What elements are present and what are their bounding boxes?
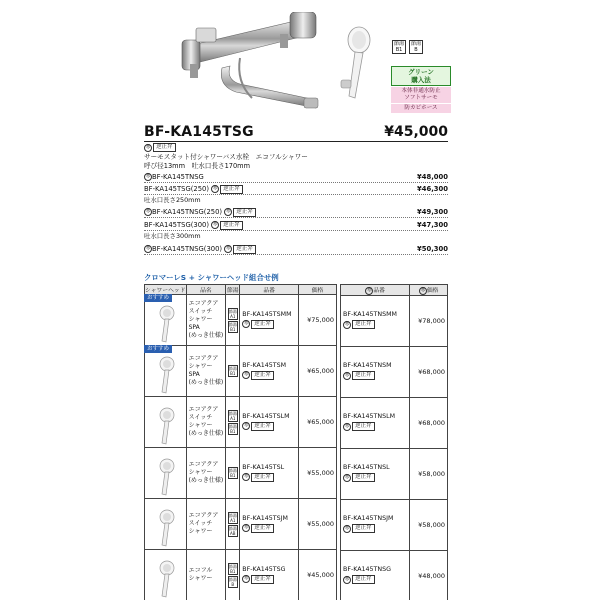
mark-grade: B (414, 47, 418, 53)
feature-tag-line2: ソフトサーモ (404, 95, 438, 101)
cold-region-badge: 寒 (367, 287, 372, 293)
col-code-label: 品番 (373, 288, 385, 294)
check-valve-tag: 逆止弁 (233, 208, 256, 217)
check-valve-tag: 逆止弁 (352, 575, 375, 584)
item-code-cell (240, 346, 299, 397)
mark-grade: B (231, 581, 235, 587)
variant-row (144, 184, 448, 195)
check-valve-tag: 逆止弁 (251, 575, 274, 584)
recommend-badge: おすすめ (144, 345, 172, 353)
water-saving-mark (228, 308, 238, 320)
col-code: 品番 (240, 285, 299, 295)
shower-head-icon (155, 305, 179, 343)
check-valve-tag: 逆止弁 (352, 473, 375, 482)
variant-row (144, 220, 448, 231)
water-saving-mark (228, 410, 238, 422)
cold-region-badge: 寒 (226, 209, 231, 214)
item-code: BF-KA145TSLM (242, 412, 290, 420)
shower-image-cell (145, 499, 187, 550)
check-valve-tag: 逆止弁 (251, 473, 274, 482)
col-price: 価格 (299, 285, 337, 295)
mark-grade: B1 (230, 473, 236, 478)
cold-region-badge: 寒 (212, 222, 218, 227)
item-price: ¥75,000 (299, 295, 337, 346)
cold-region-badge: 寒 (244, 372, 249, 378)
title-divider (144, 141, 448, 142)
water-saving-mark (228, 321, 238, 333)
item-code: BF-KA145TNSM (343, 362, 392, 370)
cold-region-badge: 寒 (212, 186, 218, 191)
mark-label: 節湯 (228, 423, 237, 429)
item-name-line: シャワー (188, 316, 213, 323)
item-price: ¥55,000 (299, 499, 337, 550)
item-name-line: エコアクア (188, 300, 219, 307)
check-valve-tag: 逆止弁 (251, 320, 274, 329)
shower-head-image (333, 26, 383, 111)
item-code: BF-KA145TNSMM (343, 311, 397, 319)
water-saving-mark (228, 576, 238, 588)
mark-label: 節湯 (228, 321, 237, 327)
cold-region-badge: 寒 (226, 246, 231, 251)
check-valve-tag: 逆止弁 (233, 245, 256, 254)
item-name-line: シャワー (188, 528, 213, 535)
item-marks (226, 397, 240, 448)
item-code-cell (240, 550, 299, 600)
water-saving-mark-b1 (392, 40, 406, 54)
item-marks (226, 499, 240, 550)
item-marks (226, 550, 240, 600)
item-code-cell (341, 346, 410, 397)
item-name (186, 550, 226, 600)
mark-label: 節湯 (228, 512, 237, 518)
item-name-line: (めっき仕様) (188, 332, 224, 339)
cold-region-badge: 寒 (344, 474, 350, 480)
combo-row (341, 346, 448, 397)
variant-price: ¥50,300 (417, 245, 448, 253)
mark-label: 節湯 (228, 468, 237, 473)
item-name-line: シャワー (188, 575, 213, 582)
shower-image-cell (145, 346, 187, 397)
check-valve-tag: 逆止弁 (251, 422, 274, 431)
item-code: BF-KA145TNSL (343, 464, 390, 472)
item-price: ¥58,000 (410, 499, 448, 550)
water-saving-mark (228, 525, 238, 537)
item-name-line: エコフル (188, 567, 213, 574)
shower-head-icon (155, 407, 179, 445)
mark-label: 節湯 (228, 366, 237, 371)
cold-region-badge: 寒 (344, 372, 350, 378)
cold-region-badge: 寒 (145, 144, 151, 150)
item-code-cell (341, 295, 410, 346)
mark-label: 節湯 (228, 410, 237, 416)
combo-row (145, 448, 337, 499)
item-code-cell (341, 499, 410, 550)
mark-grade: AB (230, 530, 236, 536)
combo-row (341, 499, 448, 550)
check-valve-tag: 逆止弁 (352, 524, 375, 533)
variant-row (144, 244, 448, 255)
col-code (341, 285, 410, 296)
shower-head-icon (155, 458, 179, 496)
variant-row (144, 172, 448, 183)
combo-row (145, 346, 337, 397)
check-valve-tag: 逆止弁 (220, 221, 243, 230)
check-valve-tag: 逆止弁 (352, 371, 375, 380)
faucet-image (140, 12, 330, 122)
water-saving-mark (228, 365, 238, 377)
item-price: ¥65,000 (299, 346, 337, 397)
item-name-line: (めっき仕様) (188, 379, 224, 386)
item-code-cell (341, 550, 410, 600)
item-marks (226, 346, 240, 397)
cold-region-badge: 寒 (344, 525, 350, 531)
mark-label: 節湯 (228, 525, 237, 531)
mark-grade: A1 (230, 415, 236, 421)
item-name-line: シャワー (188, 469, 213, 476)
item-name-line: (めっき仕様) (188, 477, 224, 484)
product-description: サーモスタット付シャワーバス水栓 エコフルシャワー (144, 153, 308, 161)
variant-price: ¥47,300 (417, 221, 448, 229)
cold-region-badge: 寒 (244, 423, 249, 429)
item-name (186, 448, 226, 499)
combo-row (341, 295, 448, 346)
water-saving-mark (228, 563, 238, 575)
feature-tag-soft-thermo (391, 87, 451, 103)
item-code-cell (341, 397, 410, 448)
item-code: BF-KA145TNSG (343, 566, 391, 574)
cold-region-badge: 寒 (145, 246, 151, 251)
check-valve-tag: 逆止弁 (153, 143, 176, 152)
combo-row (341, 550, 448, 600)
combo-row (341, 448, 448, 499)
check-valve-tag: 逆止弁 (251, 524, 274, 533)
shower-head-icon (155, 560, 179, 598)
product-price: ¥45,000 (384, 124, 448, 140)
cold-region-badge: 寒 (244, 474, 249, 480)
item-name-line: エコアクア (188, 461, 219, 468)
water-saving-mark (228, 512, 238, 524)
item-code: BF-KA145TSJM (242, 514, 288, 522)
green-tag-line2: 購入法 (411, 76, 431, 84)
item-name (186, 346, 226, 397)
item-code-cell (240, 397, 299, 448)
item-price: ¥68,000 (410, 397, 448, 448)
mark-label: 節湯 (228, 308, 237, 314)
product-title: BF-KA145TSG (144, 124, 254, 140)
combo-table-cold-region (340, 284, 448, 600)
recommend-badge: おすすめ (144, 294, 172, 302)
item-code-cell (240, 499, 299, 550)
variant-code: BF-KA145TNSG(300) (152, 245, 223, 253)
shower-image-cell (145, 295, 187, 346)
mark-label: 節湯 (393, 41, 404, 47)
item-code: BF-KA145TSM (242, 361, 287, 369)
variant-price: ¥46,300 (417, 185, 448, 193)
item-name-line: スイッチ (188, 414, 213, 421)
mark-grade: B1 (230, 428, 236, 434)
item-code: BF-KA145TSMM (242, 310, 292, 318)
mark-grade: B1 (230, 371, 236, 376)
check-valve-tag: 逆止弁 (352, 422, 375, 431)
item-code: BF-KA145TNSLM (343, 413, 396, 421)
item-name (186, 499, 226, 550)
item-marks (226, 448, 240, 499)
cold-region-badge: 寒 (420, 287, 426, 293)
item-name (186, 295, 226, 346)
water-saving-mark (228, 467, 238, 479)
combo-row (145, 295, 337, 346)
item-name-line: エコアクア (188, 406, 219, 413)
variant-spec: 吐水口長さ300mm (144, 232, 201, 240)
green-tag-line1: グリーン (408, 68, 434, 76)
check-valve-tag: 逆止弁 (352, 320, 375, 329)
item-code-cell (240, 295, 299, 346)
combo-row (145, 499, 337, 550)
item-price: ¥78,000 (410, 295, 448, 346)
item-name (186, 397, 226, 448)
cold-region-badge: 寒 (145, 174, 151, 179)
shower-image-cell (145, 448, 187, 499)
item-name-line: シャワー (188, 422, 213, 429)
item-code: BF-KA145TSL (242, 463, 285, 471)
col-name: 品名 (186, 285, 226, 295)
item-name-line: エコアクア (188, 512, 219, 519)
check-valve-tag: 逆止弁 (220, 185, 243, 194)
item-marks (226, 295, 240, 346)
shower-head-icon (155, 356, 179, 394)
item-price: ¥45,000 (299, 550, 337, 600)
col-price (410, 285, 448, 296)
item-name-line: (めっき仕様) (188, 430, 224, 437)
item-code: BF-KA145TSG (242, 565, 286, 573)
item-name-line: SPA (188, 324, 200, 331)
cold-region-badge: 寒 (244, 525, 249, 531)
variant-price: ¥49,300 (417, 208, 448, 216)
variant-spec: 吐水口長さ250mm (144, 196, 201, 204)
product-spec: 呼び径13mm 吐水口長さ170mm (144, 162, 251, 170)
water-saving-mark-b (409, 40, 423, 54)
item-price: ¥48,000 (410, 550, 448, 600)
cold-region-badge: 寒 (344, 321, 350, 327)
variant-code: BF-KA145TSG(250) (144, 185, 209, 193)
combo-section-heading: クロマーレS + シャワーヘッド組合せ例 (144, 273, 279, 282)
item-code: BF-KA145TNSJM (343, 515, 394, 523)
item-name-line: スイッチ (188, 520, 213, 527)
item-code-cell (240, 448, 299, 499)
cold-region-badge: 寒 (244, 576, 249, 582)
mark-grade: A1 (230, 517, 236, 523)
variant-code: BF-KA145TSG(300) (144, 221, 209, 229)
combo-row (145, 550, 337, 600)
cold-region-badge: 寒 (344, 423, 350, 429)
shower-image-cell (145, 397, 187, 448)
item-code-cell (341, 448, 410, 499)
cold-region-badge: 寒 (344, 576, 350, 582)
item-name-line: エコアクア (188, 355, 219, 362)
variant-price: ¥48,000 (417, 173, 448, 181)
variant-code: BF-KA145TNSG (152, 173, 204, 181)
item-name-line: スイッチ (188, 308, 213, 315)
mark-grade: B1 (395, 47, 403, 53)
item-price: ¥68,000 (410, 346, 448, 397)
mark-label: 節湯 (228, 576, 237, 582)
item-price: ¥65,000 (299, 397, 337, 448)
variant-code: BF-KA145TNSG(250) (152, 208, 223, 216)
mark-grade: B1 (230, 326, 236, 332)
cold-region-badge: 寒 (244, 321, 249, 327)
combo-row (145, 397, 337, 448)
mark-grade: B1 (230, 568, 236, 574)
item-price: ¥58,000 (410, 448, 448, 499)
col-mark: 節湯 (226, 285, 240, 295)
shower-head-icon (155, 509, 179, 547)
item-name-line: シャワー (188, 363, 213, 370)
combo-table-standard (144, 284, 337, 600)
item-name-line: SPA (188, 371, 200, 378)
variant-row (144, 207, 448, 218)
mark-label: 節湯 (410, 41, 421, 47)
feature-tags (391, 66, 451, 114)
col-shower-head: シャワーヘッド (145, 285, 187, 295)
product-badges (144, 143, 176, 153)
feature-tag-mold-hose: 防カビホース (391, 104, 451, 113)
shower-image-cell (145, 550, 187, 600)
mark-label: 節湯 (228, 563, 237, 569)
col-price-label: 価格 (426, 288, 439, 294)
green-purchase-tag (391, 66, 451, 86)
cold-region-badge: 寒 (145, 209, 151, 214)
check-valve-tag: 逆止弁 (251, 371, 274, 380)
item-price: ¥55,000 (299, 448, 337, 499)
combo-row (341, 397, 448, 448)
feature-tag-line1: 本体非通水防止 (401, 88, 441, 94)
water-saving-mark (228, 423, 238, 435)
mark-grade: A1 (230, 313, 236, 319)
